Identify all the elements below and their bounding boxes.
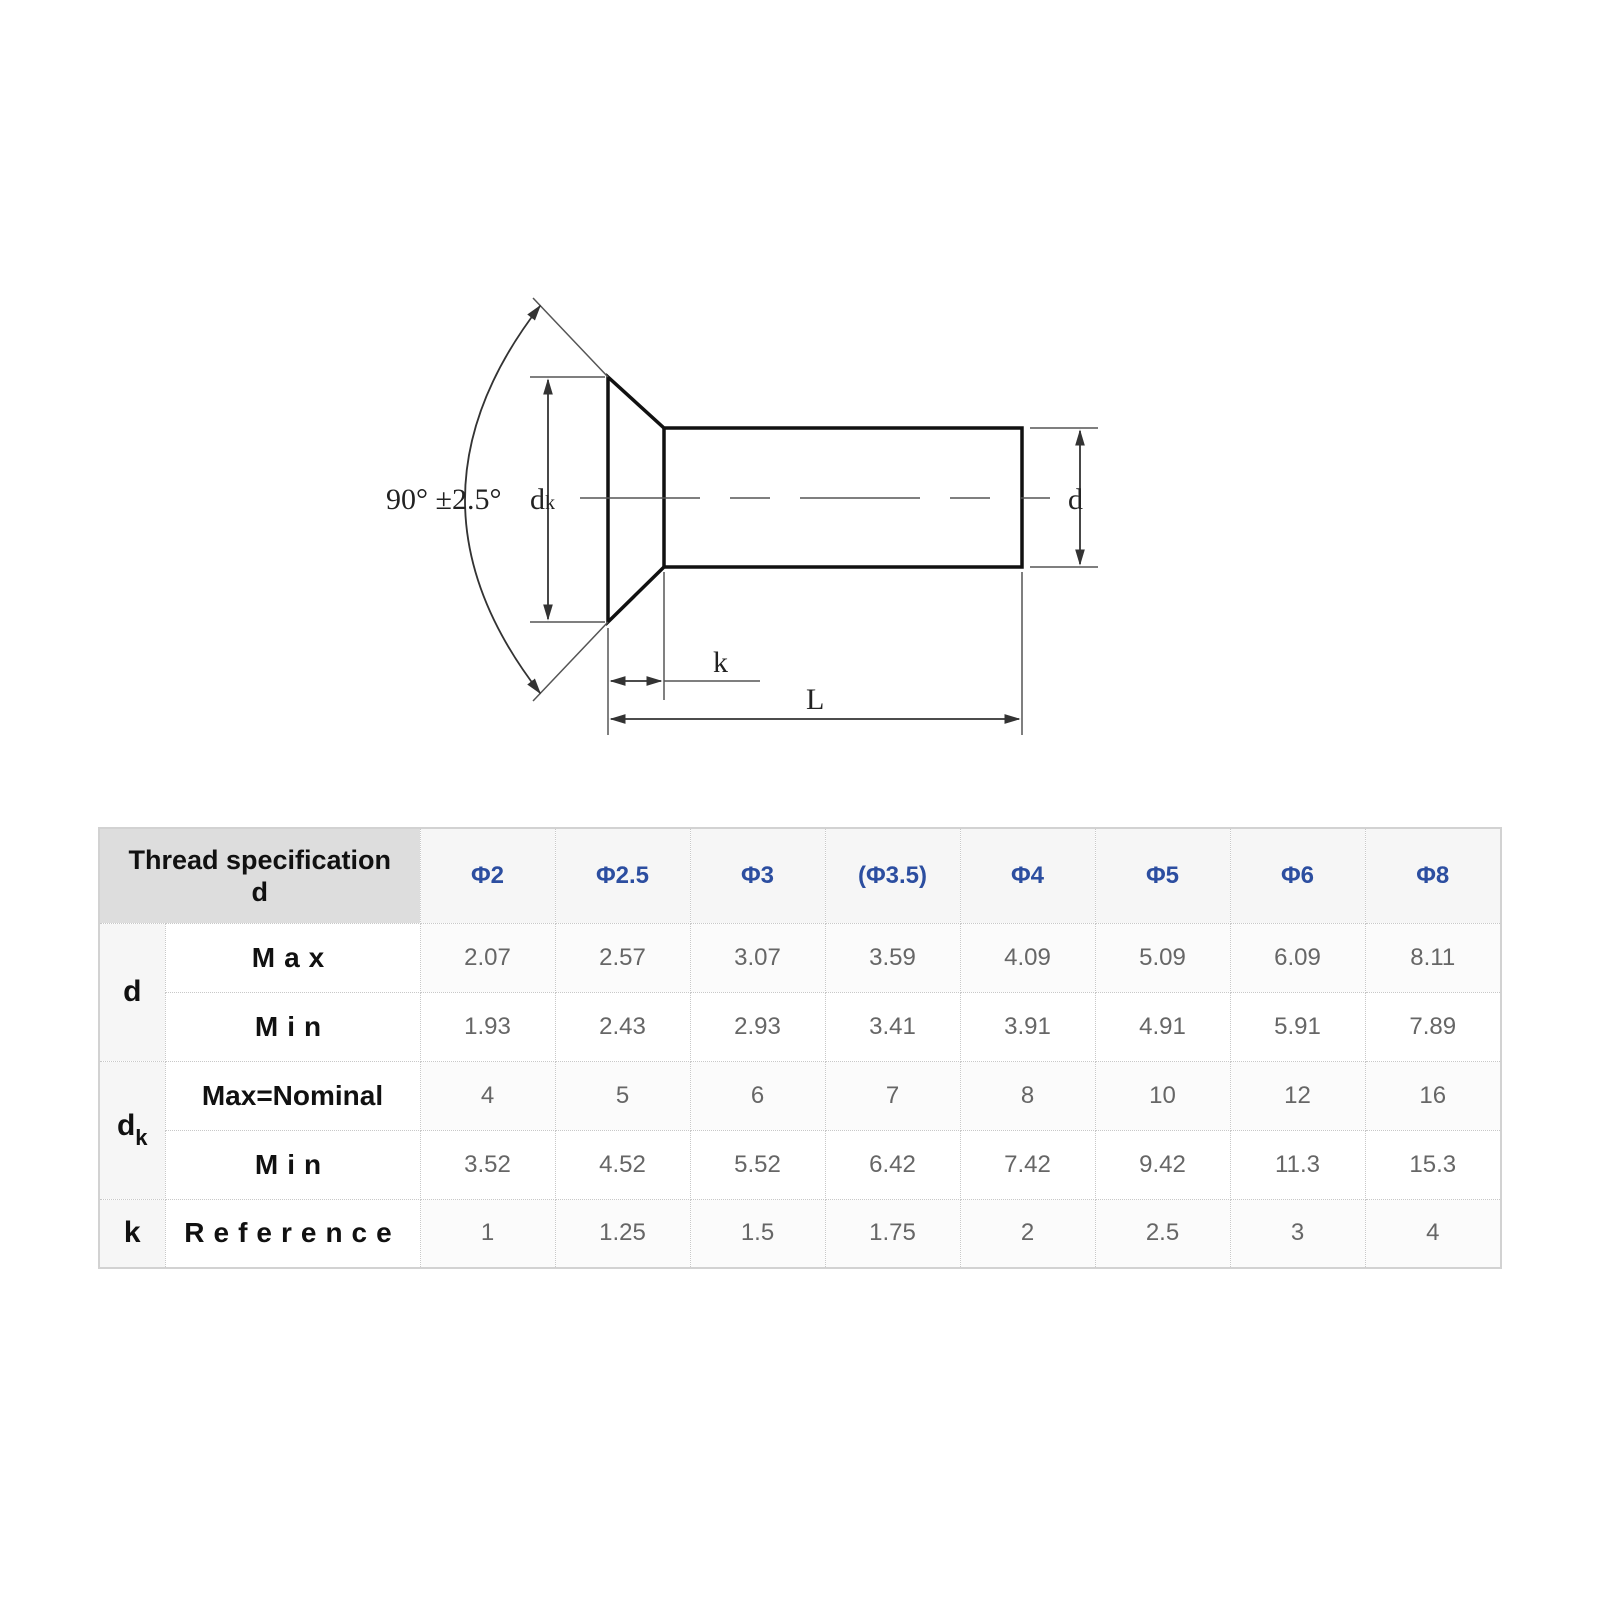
column-header: Φ6 (1230, 828, 1365, 923)
rivet-drawing-svg (0, 0, 1600, 780)
table-cell: 3.59 (825, 923, 960, 992)
thread-spec-symbol: d (251, 876, 268, 907)
table-cell: 11.3 (1230, 1130, 1365, 1199)
table-cell: 7.89 (1365, 992, 1501, 1061)
row-label: Max (165, 923, 420, 992)
table-row (99, 1199, 1501, 1268)
table-cell: 1.93 (420, 992, 555, 1061)
table-cell: 4.09 (960, 923, 1095, 992)
column-header: Φ8 (1365, 828, 1501, 923)
table-cell: 1.25 (555, 1199, 690, 1268)
table-cell: 5.09 (1095, 923, 1230, 992)
column-header: Φ5 (1095, 828, 1230, 923)
table-cell: 9.42 (1095, 1130, 1230, 1199)
k-label: k (713, 646, 728, 679)
table-cell: 6.09 (1230, 923, 1365, 992)
table-cell: 1.75 (825, 1199, 960, 1268)
group-dk: $d_k$ (99, 1061, 165, 1199)
table-cell: 16 (1365, 1061, 1501, 1130)
spec-table (98, 827, 1502, 1269)
angle-ext-top (533, 298, 608, 377)
table-cell: 7.42 (960, 1130, 1095, 1199)
table-cell: 5.52 (690, 1130, 825, 1199)
row-label: Max=Nominal (165, 1061, 420, 1130)
d-label: d (1068, 483, 1083, 516)
table-cell: 8.11 (1365, 923, 1501, 992)
table-cell: 15.3 (1365, 1130, 1501, 1199)
table-cell: 1.5 (690, 1199, 825, 1268)
table-cell: 2.43 (555, 992, 690, 1061)
table-cell: 4 (420, 1061, 555, 1130)
thread-spec-title: Thread specification (128, 844, 392, 875)
table-cell: 12 (1230, 1061, 1365, 1130)
table-cell: 4.91 (1095, 992, 1230, 1061)
table-cell: 3.41 (825, 992, 960, 1061)
rivet-outline (608, 377, 1022, 622)
table-cell: 7 (825, 1061, 960, 1130)
table-cell: 6 (690, 1061, 825, 1130)
table-row (99, 923, 1501, 992)
table-header-row (99, 828, 1501, 923)
table-cell: 3 (1230, 1199, 1365, 1268)
L-label: L (806, 683, 825, 716)
angle-ext-bottom (533, 622, 608, 701)
table-row (99, 1061, 1501, 1130)
table-cell: 2.93 (690, 992, 825, 1061)
column-header: (Φ3.5) (825, 828, 960, 923)
table-cell: 3.91 (960, 992, 1095, 1061)
table-cell: 4 (1365, 1199, 1501, 1268)
column-header: Φ3 (690, 828, 825, 923)
row-label: Min (165, 992, 420, 1061)
table-row (99, 1130, 1501, 1199)
table-cell: 3.07 (690, 923, 825, 992)
table-cell: 2 (960, 1199, 1095, 1268)
table-cell: 8 (960, 1061, 1095, 1130)
table-cell: 2.57 (555, 923, 690, 992)
row-label: Min (165, 1130, 420, 1199)
column-header: Φ4 (960, 828, 1095, 923)
group-d: d (99, 923, 165, 1061)
table-cell: 2.07 (420, 923, 555, 992)
table-cell: 10 (1095, 1061, 1230, 1130)
angle-label: 90° ±2.5° (386, 483, 502, 516)
table-cell: 2.5 (1095, 1199, 1230, 1268)
rivet-drawing (0, 0, 1600, 780)
row-label: Reference (165, 1199, 420, 1268)
table-cell: 5 (555, 1061, 690, 1130)
table-cell: 5.91 (1230, 992, 1365, 1061)
column-header: Φ2 (420, 828, 555, 923)
table-row (99, 992, 1501, 1061)
table-cell: 6.42 (825, 1130, 960, 1199)
dk-label: dk (530, 483, 555, 516)
group-k: k (99, 1199, 165, 1268)
table-cell: 3.52 (420, 1130, 555, 1199)
table-cell: 1 (420, 1199, 555, 1268)
thread-spec-header (99, 828, 420, 923)
table-cell: 4.52 (555, 1130, 690, 1199)
column-header: Φ2.5 (555, 828, 690, 923)
